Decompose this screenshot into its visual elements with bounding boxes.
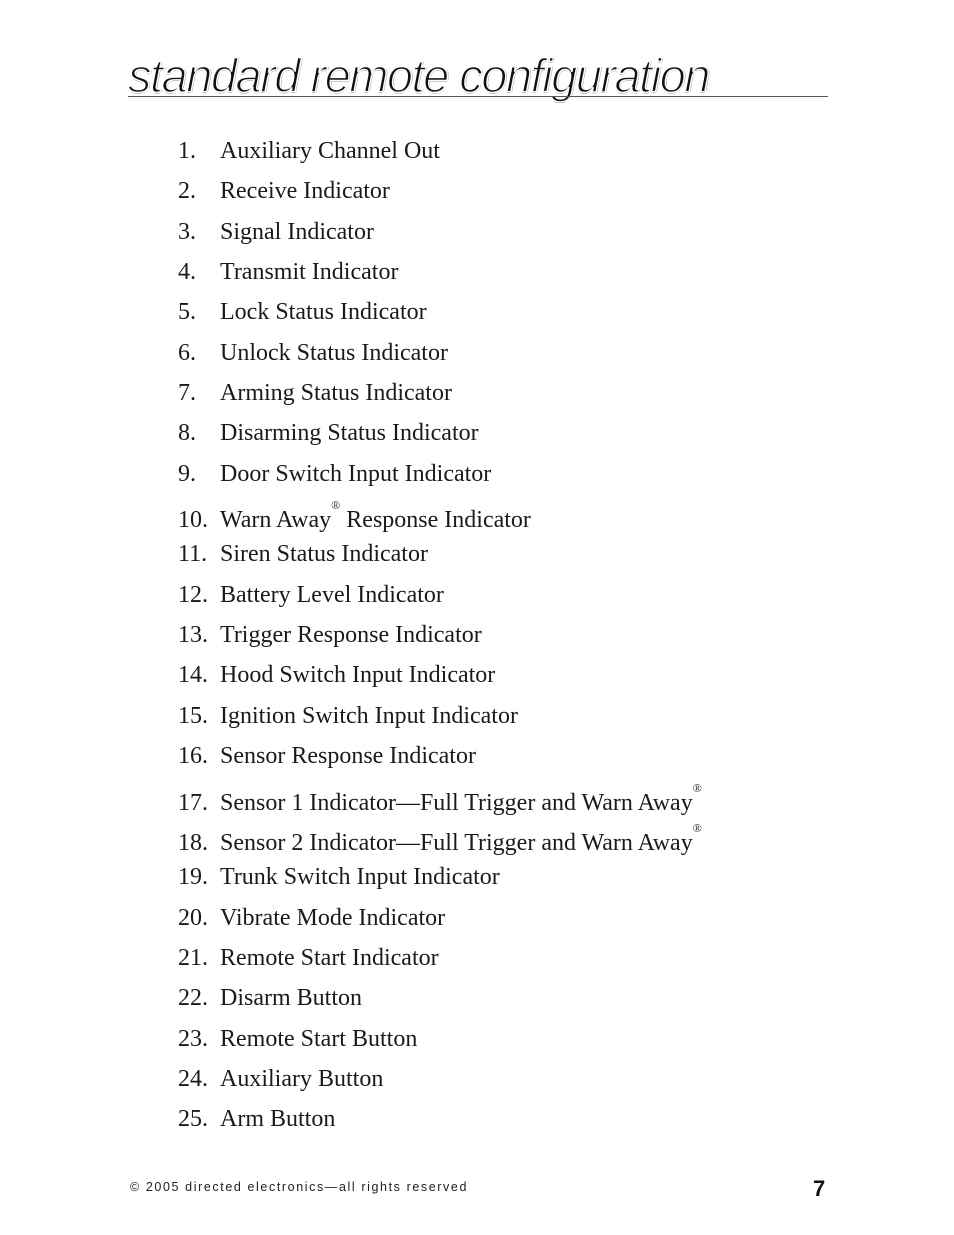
- page-number: 7: [813, 1176, 826, 1201]
- list-item: [178, 131, 702, 171]
- item-label: Transmit Indicator: [220, 259, 399, 286]
- item-label: Unlock Status Indicator: [220, 339, 448, 366]
- item-label: Lock Status Indicator: [220, 299, 427, 326]
- item-label: Arming Status Indicator: [220, 380, 452, 407]
- item-label: Siren Status Indicator: [220, 541, 428, 568]
- item-label: Ignition Switch Input Indicator: [220, 702, 518, 729]
- item-label: Disarm Button: [220, 985, 362, 1012]
- list-item: [178, 292, 702, 332]
- list-item: [178, 534, 702, 574]
- item-number: 1.: [178, 138, 196, 164]
- list-item: [178, 212, 702, 252]
- list-item: [178, 777, 702, 817]
- list-item: [178, 615, 702, 655]
- item-number: 13.: [178, 622, 208, 649]
- item-label: Auxiliary Button: [220, 1065, 384, 1092]
- item-number: 4.: [178, 259, 196, 286]
- item-label: Remote Start Button: [220, 1025, 418, 1052]
- item-number: 8.: [178, 420, 196, 447]
- item-number: 17.: [178, 789, 208, 816]
- list-item: [178, 252, 702, 292]
- item-number: 12.: [178, 581, 208, 608]
- item-number: 14.: [178, 662, 208, 689]
- item-number: 9.: [178, 460, 196, 487]
- item-label: Battery Level Indicator: [220, 581, 444, 608]
- registered-mark: ®: [692, 820, 702, 835]
- item-label: Sensor 1 Indicator—Full Trigger and Warn Away: [220, 789, 693, 816]
- list-item: [178, 1099, 702, 1139]
- item-label-suffix: Response Indicator: [340, 507, 531, 534]
- item-number: 5.: [178, 299, 196, 326]
- item-label: Arm Button: [220, 1106, 336, 1133]
- list-item: [178, 898, 702, 938]
- item-number: 3.: [178, 218, 196, 245]
- item-number: 21.: [178, 944, 208, 971]
- list-item: [178, 978, 702, 1018]
- item-label: Disarming Status Indicator: [220, 420, 479, 447]
- list-item: [178, 938, 702, 978]
- item-number: 18.: [178, 829, 208, 856]
- list-item: [178, 696, 702, 736]
- registered-mark: ®: [331, 498, 341, 513]
- list-item: [178, 1019, 702, 1059]
- item-number: 22.: [178, 985, 208, 1012]
- item-label: Vibrate Mode Indicator: [220, 904, 446, 931]
- item-label: Hood Switch Input Indicator: [220, 662, 496, 689]
- item-number: 20.: [178, 904, 208, 931]
- title-divider: [128, 96, 828, 97]
- item-label: Trunk Switch Input Indicator: [220, 864, 500, 891]
- item-number: 16.: [178, 743, 208, 770]
- item-number: 15.: [178, 702, 208, 729]
- list-item: [178, 333, 702, 373]
- item-label: Sensor 2 Indicator—Full Trigger and Warn Away: [220, 829, 693, 856]
- list-item: [178, 1059, 702, 1099]
- list-item: [178, 857, 702, 897]
- item-label: Auxiliary Channel Out: [220, 138, 440, 164]
- item-label: Signal Indicator: [220, 218, 374, 245]
- list-item: [178, 171, 702, 211]
- registered-mark: ®: [692, 780, 702, 795]
- footer-copyright: © 2005 directed electronics—all rights reserved: [130, 1180, 469, 1194]
- item-label: Sensor Response Indicator: [220, 743, 476, 770]
- list-item: [178, 373, 702, 413]
- item-number: 10.: [178, 507, 208, 534]
- list-item: [178, 494, 702, 534]
- list-item: [178, 655, 702, 695]
- list-item: [178, 817, 702, 857]
- list-item: [178, 413, 702, 453]
- item-label: Remote Start Indicator: [220, 944, 439, 971]
- item-label: Trigger Response Indicator: [220, 622, 482, 649]
- item-number: 25.: [178, 1106, 208, 1133]
- configuration-list: [178, 131, 702, 1140]
- item-number: 7.: [178, 380, 196, 407]
- item-number: 11.: [178, 541, 208, 568]
- item-label: Warn Away: [220, 507, 332, 534]
- list-item: [178, 575, 702, 615]
- page-title: standard remote configuration: [128, 49, 709, 102]
- item-label: Receive Indicator: [220, 178, 390, 205]
- item-number: 2.: [178, 178, 196, 205]
- item-number: 24.: [178, 1065, 208, 1092]
- list-item: [178, 736, 702, 776]
- item-number: 6.: [178, 339, 196, 366]
- item-number: 19.: [178, 864, 208, 891]
- item-label: Door Switch Input Indicator: [220, 460, 492, 487]
- list-item: [178, 454, 702, 494]
- item-number: 23.: [178, 1025, 208, 1052]
